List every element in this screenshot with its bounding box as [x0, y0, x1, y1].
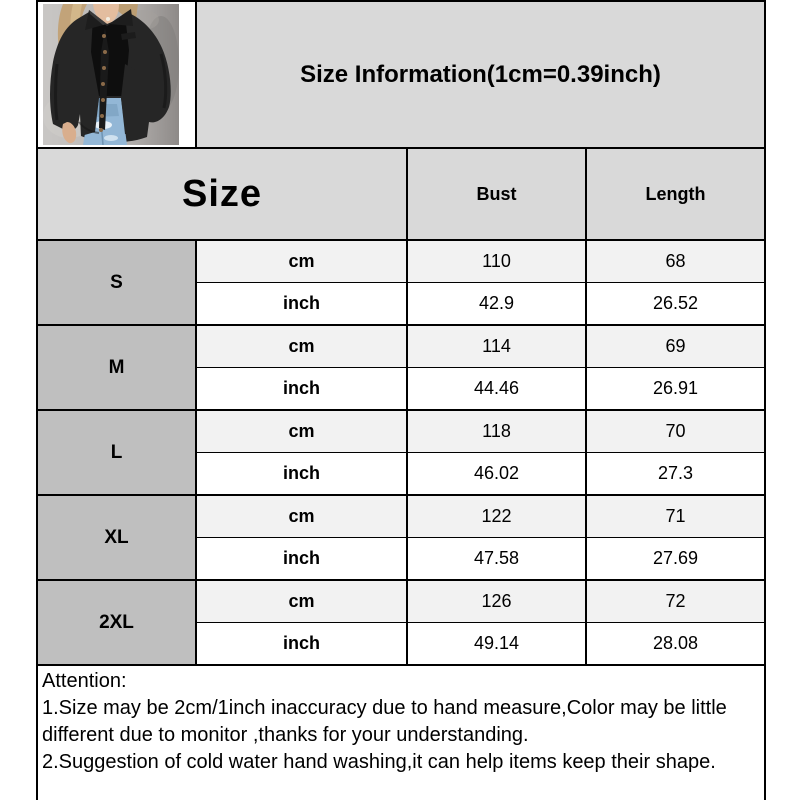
size-label-s: S — [37, 240, 196, 325]
unit-label-inch: inch — [196, 623, 407, 666]
size-label-xl: XL — [37, 495, 196, 580]
length-value-cm: 72 — [586, 580, 765, 623]
column-header-row — [37, 148, 765, 240]
product-photo-cell — [37, 1, 196, 148]
table-row-m-cm — [37, 325, 765, 368]
unit-label-cm: cm — [196, 325, 407, 368]
attention-row — [37, 665, 765, 800]
length-value-inch: 26.52 — [586, 283, 765, 326]
bust-value-inch: 44.46 — [407, 368, 586, 411]
table-row-2xl-cm — [37, 580, 765, 623]
product-photo — [43, 4, 179, 145]
table-row-l-cm — [37, 410, 765, 453]
bust-value-cm: 110 — [407, 240, 586, 283]
unit-label-inch: inch — [196, 283, 407, 326]
length-value-cm: 68 — [586, 240, 765, 283]
bust-column-header: Bust — [407, 148, 586, 240]
length-value-inch: 26.91 — [586, 368, 765, 411]
unit-label-inch: inch — [196, 368, 407, 411]
bust-value-inch: 49.14 — [407, 623, 586, 666]
length-value-inch: 27.3 — [586, 453, 765, 496]
attention-line-1: 1.Size may be 2cm/1inch inaccuracy due to hand measure,Color may be little different due to monitor ,thanks for your understanding. — [42, 697, 727, 746]
table-row-xl-cm — [37, 495, 765, 538]
length-value-inch: 28.08 — [586, 623, 765, 666]
bust-value-inch: 42.9 — [407, 283, 586, 326]
unit-label-cm: cm — [196, 495, 407, 538]
size-chart-table — [36, 0, 766, 800]
length-value-cm: 70 — [586, 410, 765, 453]
length-value-cm: 71 — [586, 495, 765, 538]
size-info-title: Size Information(1cm=0.39inch) — [196, 1, 765, 148]
size-column-header: Size — [37, 148, 407, 240]
bust-value-cm: 118 — [407, 410, 586, 453]
attention-title: Attention: — [42, 670, 127, 692]
header-row — [37, 1, 765, 148]
attention-line-2: 2.Suggestion of cold water hand washing,it can help items keep their shape. — [42, 751, 716, 773]
bust-value-cm: 126 — [407, 580, 586, 623]
length-column-header: Length — [586, 148, 765, 240]
size-label-l: L — [37, 410, 196, 495]
attention-note — [37, 665, 765, 800]
unit-label-cm: cm — [196, 240, 407, 283]
unit-label-cm: cm — [196, 580, 407, 623]
bust-value-inch: 47.58 — [407, 538, 586, 581]
length-value-inch: 27.69 — [586, 538, 765, 581]
bust-value-cm: 114 — [407, 325, 586, 368]
length-value-cm: 69 — [586, 325, 765, 368]
table-row-s-cm — [37, 240, 765, 283]
size-label-m: M — [37, 325, 196, 410]
size-label-2xl: 2XL — [37, 580, 196, 665]
unit-label-inch: inch — [196, 538, 407, 581]
unit-label-inch: inch — [196, 453, 407, 496]
bust-value-cm: 122 — [407, 495, 586, 538]
bust-value-inch: 46.02 — [407, 453, 586, 496]
unit-label-cm: cm — [196, 410, 407, 453]
